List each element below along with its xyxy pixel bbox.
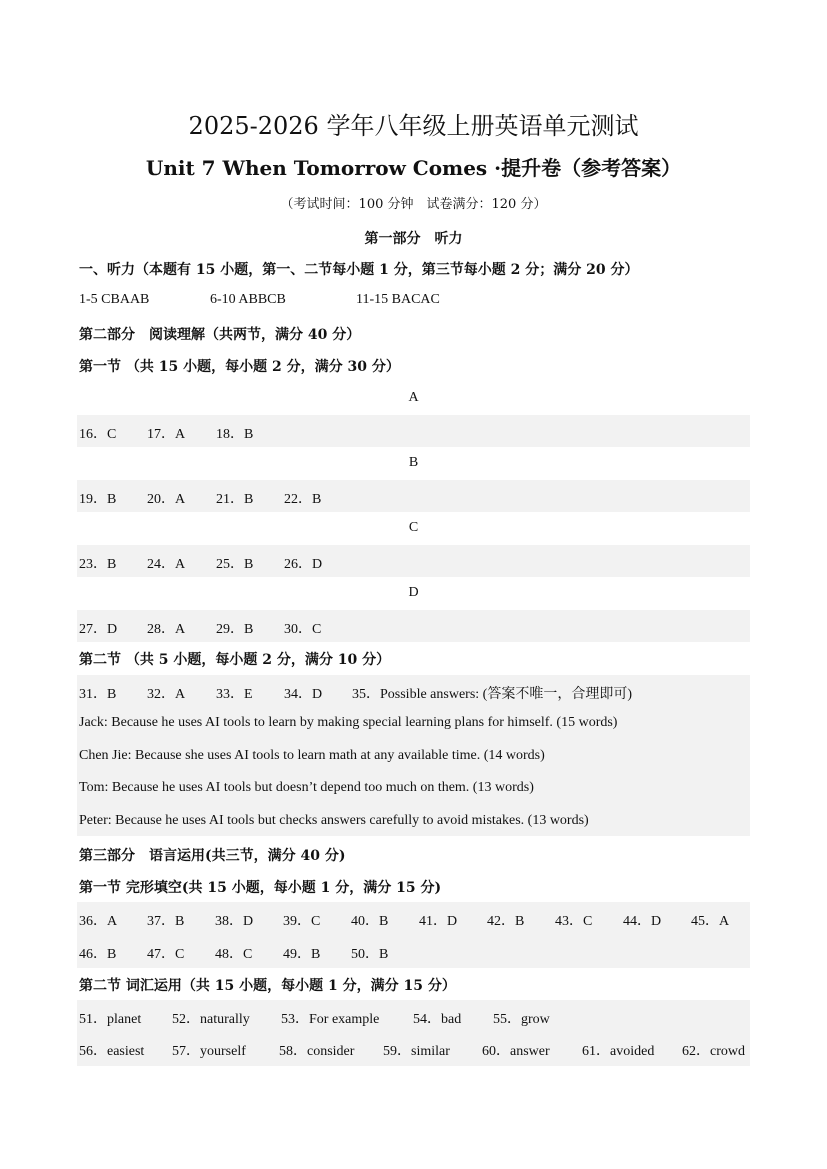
possible-answer-chen-jie: Chen Jie: Because she uses AI tools to learn math at any available time. (14 words): [79, 748, 545, 763]
answer-25: 25．B: [216, 557, 254, 572]
answer-16: 16．C: [79, 427, 117, 442]
answer-17: 17．A: [147, 427, 186, 442]
answer-20: 20．A: [147, 492, 186, 507]
exam-info: （考试时间：100 分钟 试卷满分：120 分）: [280, 197, 547, 212]
answer-48: 48．C: [215, 947, 253, 962]
answer-35: 35．Possible answers: (答案不唯一，合理即可): [352, 687, 632, 702]
part2-title: 第二部分 阅读理解（共两节，满分 40 分）: [79, 327, 361, 343]
answer-32: 32．A: [147, 687, 186, 702]
answer-31: 31．B: [79, 687, 117, 702]
listening-answer-2: 6-10 ABBCB: [210, 292, 286, 307]
answer-58: 58．consider: [279, 1044, 355, 1059]
answer-54: 54．bad: [413, 1012, 462, 1027]
answer-42: 42．B: [487, 914, 525, 929]
answer-23: 23．B: [79, 557, 117, 572]
part1-title: 第一部分 听力: [364, 231, 463, 247]
listening-heading: 一、听力（本题有 15 小题，第一、二节每小题 1 分，第三节每小题 2 分；满分 20 分）: [79, 262, 639, 278]
answer-19: 19．B: [79, 492, 117, 507]
answer-60: 60．answer: [482, 1044, 550, 1059]
answer-39: 39．C: [283, 914, 321, 929]
possible-answer-peter: Peter: Because he uses AI tools but checks answers carefully to avoid mistakes. (13 words): [79, 813, 589, 828]
reading-section2-heading: 第二节 （共 5 小题，每小题 2 分，满分 10 分）: [79, 652, 391, 668]
answer-45: 45．A: [691, 914, 730, 929]
part3-title: 第三部分 语言运用(共三节，满分 40 分): [79, 848, 346, 864]
answer-50: 50．B: [351, 947, 389, 962]
vocab-heading: 第二节 词汇运用（共 15 小题，每小题 1 分，满分 15 分）: [79, 978, 456, 994]
answer-43: 43．C: [555, 914, 593, 929]
answer-27: 27．D: [79, 622, 118, 637]
possible-answer-tom: Tom: Because he uses AI tools but doesn’t depend too much on them. (13 words): [79, 780, 534, 795]
passage-label-b: B: [408, 455, 419, 470]
answer-56: 56．easiest: [79, 1044, 145, 1059]
passage-label-d: D: [408, 585, 419, 600]
answer-28: 28．A: [147, 622, 186, 637]
answer-59: 59．similar: [383, 1044, 450, 1059]
answer-21: 21．B: [216, 492, 254, 507]
possible-answer-jack: Jack: Because he uses AI tools to learn by making special learning plans for himself. (15 words): [79, 715, 618, 730]
page-title: 2025-2026 学年八年级上册英语单元测试: [188, 112, 639, 140]
answer-62: 62．crowd: [682, 1044, 745, 1059]
answer-52: 52．naturally: [172, 1012, 250, 1027]
answer-18: 18．B: [216, 427, 254, 442]
answer-44: 44．D: [623, 914, 662, 929]
passage-label-a: A: [408, 390, 419, 405]
answer-55: 55．grow: [493, 1012, 550, 1027]
page-subtitle: Unit 7 When Tomorrow Comes ·提升卷（参考答案）: [145, 156, 682, 180]
answer-61: 61．avoided: [582, 1044, 655, 1059]
answer-22: 22．B: [284, 492, 322, 507]
answer-38: 38．D: [215, 914, 254, 929]
answer-57: 57．yourself: [172, 1044, 246, 1059]
answer-26: 26．D: [284, 557, 323, 572]
answer-29: 29．B: [216, 622, 254, 637]
answer-49: 49．B: [283, 947, 321, 962]
answer-40: 40．B: [351, 914, 389, 929]
cloze-heading: 第一节 完形填空(共 15 小题，每小题 1 分，满分 15 分): [79, 880, 442, 896]
answer-53: 53．For example: [281, 1012, 380, 1027]
passage-label-c: C: [408, 520, 419, 535]
listening-answer-3: 11-15 BACAC: [356, 292, 440, 307]
answer-24: 24．A: [147, 557, 186, 572]
answer-34: 34．D: [284, 687, 323, 702]
answer-36: 36．A: [79, 914, 118, 929]
answer-51: 51．planet: [79, 1012, 142, 1027]
answer-30: 30．C: [284, 622, 322, 637]
listening-answer-1: 1-5 CBAAB: [79, 292, 150, 307]
answer-46: 46．B: [79, 947, 117, 962]
answer-41: 41．D: [419, 914, 458, 929]
reading-section1-heading: 第一节 （共 15 小题，每小题 2 分，满分 30 分）: [79, 359, 400, 375]
answer-37: 37．B: [147, 914, 185, 929]
answer-33: 33．E: [216, 687, 253, 702]
answer-47: 47．C: [147, 947, 185, 962]
